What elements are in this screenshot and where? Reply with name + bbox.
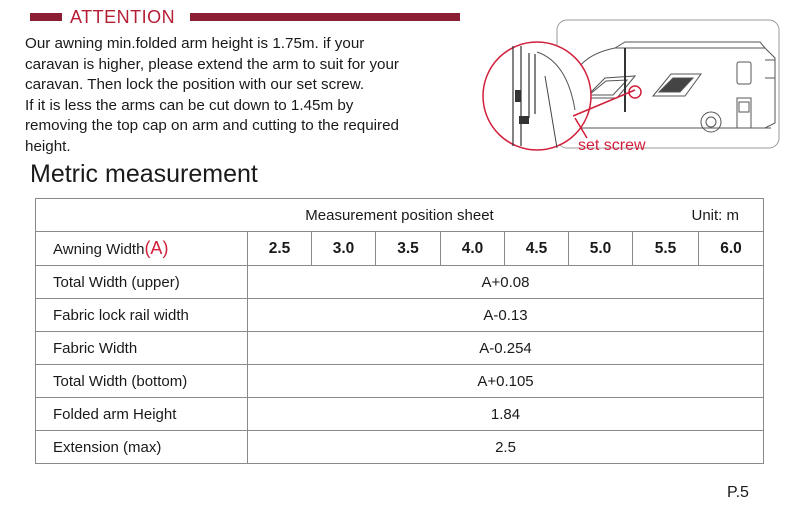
table-row	[36, 299, 764, 332]
row-value: 1.84	[248, 398, 764, 431]
table-row	[36, 266, 764, 299]
row-label: Fabric Width	[36, 332, 248, 365]
attention-line: If it is less the arms can be cut down to 1.45m by	[25, 96, 354, 114]
row-label: Total Width (upper)	[36, 266, 248, 299]
row-label: Total Width (bottom)	[36, 365, 248, 398]
attention-line: removing the top cap on arm and cutting to the required	[25, 117, 400, 134]
row-value: A-0.13	[248, 299, 764, 332]
table-row	[36, 431, 764, 464]
row-value: 2.5	[248, 431, 764, 464]
width-value: 6.0	[699, 232, 764, 266]
attention-line: caravan is higher, please extend the arm to suit for your	[25, 55, 399, 73]
attention-bar-right	[190, 13, 460, 21]
awning-width-symbol: (A)	[144, 238, 169, 258]
table-row	[36, 365, 764, 398]
row-label: Extension (max)	[36, 431, 248, 464]
awning-width-label-cell	[36, 232, 248, 266]
row-value: A+0.08	[248, 266, 764, 299]
set-screw-label: set screw	[578, 137, 646, 154]
width-value: 2.5	[248, 232, 312, 266]
awning-width-label: Awning Width	[53, 241, 145, 258]
attention-bar-left	[30, 13, 62, 21]
caravan-illustration	[475, 18, 780, 168]
row-value: A+0.105	[248, 365, 764, 398]
row-label: Fabric lock rail width	[36, 299, 248, 332]
attention-line: height.	[25, 137, 71, 155]
table-row	[36, 398, 764, 431]
awning-width-row	[36, 232, 764, 266]
attention-text	[25, 34, 490, 157]
table-title-row	[36, 199, 764, 232]
width-value: 5.5	[633, 232, 699, 266]
attention-title: ATTENTION	[70, 7, 176, 27]
attention-line: caravan. Then lock the position with our set screw.	[25, 76, 365, 93]
table-row	[36, 332, 764, 365]
attention-line: Our awning min.folded arm height is 1.75m. if your	[25, 35, 365, 52]
row-label: Folded arm Height	[36, 398, 248, 431]
set-screw-callout	[483, 42, 641, 150]
width-value: 4.5	[505, 232, 569, 266]
table-title: Measurement position sheet	[305, 207, 494, 224]
width-value: 3.0	[312, 232, 376, 266]
width-value: 5.0	[569, 232, 633, 266]
table-unit: Unit: m	[691, 207, 740, 224]
width-value: 3.5	[376, 232, 441, 266]
row-value: A-0.254	[248, 332, 764, 365]
width-value: 4.0	[441, 232, 505, 266]
section-heading: Metric measurement	[30, 160, 258, 188]
page-number: P.5	[727, 484, 749, 501]
measurement-table	[35, 198, 764, 464]
